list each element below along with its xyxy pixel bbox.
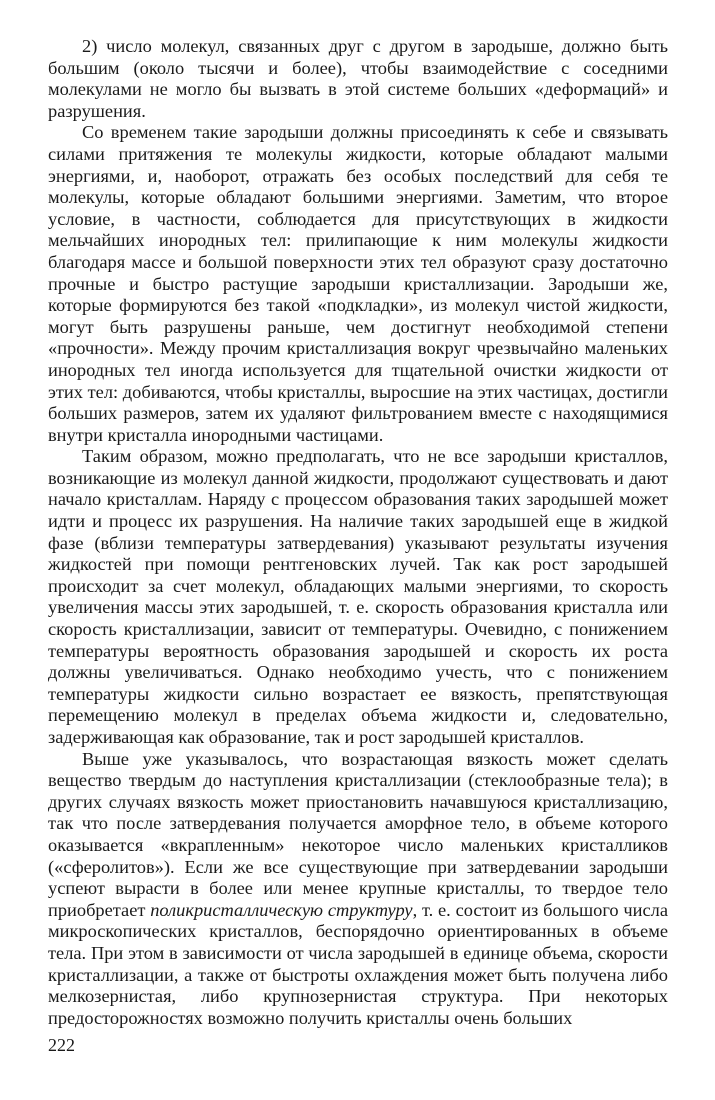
- paragraph-2: Со временем такие зародыши должны присоединять к себе и связывать силами притяжения те молекулы жидкости, которые обладают малыми энергиями, и, наоборот, отражать без особых последствий для себя те молекулы, которые обладают большими энергиями. Заметим, что второе условие, в частности, соблюдается для присутствующих в жидкости мельчайших инородных тел: прилипающие к ним молекулы жидкости благодаря массе и большой поверхности этих тел образуют сразу достаточно прочные и быстро растущие зародыши кристаллизации. Зародыши же, которые формируются без такой «подкладки», из молекул чистой жидкости, могут быть разрушены раньше, чем достигнут необходимой степени «прочности». Между прочим кристаллизация вокруг чрезвычайно маленьких инородных тел иногда используется для тщательной очистки жидкости от этих тел: добиваются, чтобы кристаллы, выросшие на этих частицах, достигли больших размеров, затем их удаляют фильтрованием вместе с находящимися внутри кристалла инородными частицами.: [48, 122, 668, 445]
- page-body: [48, 36, 668, 1029]
- paragraph-4: [48, 749, 668, 1030]
- paragraph-4-italic-term: поликристаллическую структуру: [150, 899, 413, 920]
- paragraph-3: Таким образом, можно предполагать, что не все зародыши кристаллов, возникающие из молекул данной жидкости, продолжают существовать и дают начало кристаллам. Наряду с процессом образования таких зародышей может идти и процесс их разрушения. На наличие таких зародышей еще в жидкой фазе (вблизи температуры затвердевания) указывают результаты изучения жидкостей при помощи рентгеновских лучей. Так как рост зародышей происходит за счет молекул, обладающих малыми энергиями, то скорость увеличения массы этих зародышей, т. е. скорость образования кристалла или скорость кристаллизации, зависит от температуры. Очевидно, с понижением температуры вероятность образования зародышей и скорость их роста должны увеличиваться. Однако необходимо учесть, что с понижением температуры жидкости сильно возрастает ее вязкость, препятствующая перемещению молекул в пределах объема жидкости и, следовательно, задерживающая как образование, так и рост зародышей кристаллов.: [48, 446, 668, 747]
- paragraph-4-text-before: Выше уже указывалось, что возрастающая вязкость может сделать вещество твердым до наступления кристаллизации (стеклообразные тела); в других случаях вязкость может приостановить начавшуюся кристаллизацию, так что после затвердевания получается аморфное тело, в объеме которого оказывается «вкрапленным» некоторое число маленьких кристалликов («сферолитов»). Если же все существующие при затвердевании зародыши успеют вырасти в более или менее крупные кристаллы, то твердое тело приобретает: [48, 748, 668, 920]
- page-number: 222: [48, 1035, 75, 1055]
- paragraph-4-text-after: , т. е. состоит из большого числа микроскопических кристаллов, беспорядочно ориентированных в объеме тела. При этом в зависимости от числа зародышей в единице объема, скорости кристаллизации, а также от быстроты охлаждения может быть получена либо мелкозернистая, либо крупнозернистая структура. При некоторых предосторожностях возможно получить кристаллы очень больших: [48, 899, 668, 1028]
- paragraph-1: 2) число молекул, связанных друг с другом в зародыше, должно быть большим (около тысячи и более), чтобы взаимодействие с соседними молекулами не могло бы вызвать в этой системе больших «деформаций» и разрушения.: [48, 36, 668, 121]
